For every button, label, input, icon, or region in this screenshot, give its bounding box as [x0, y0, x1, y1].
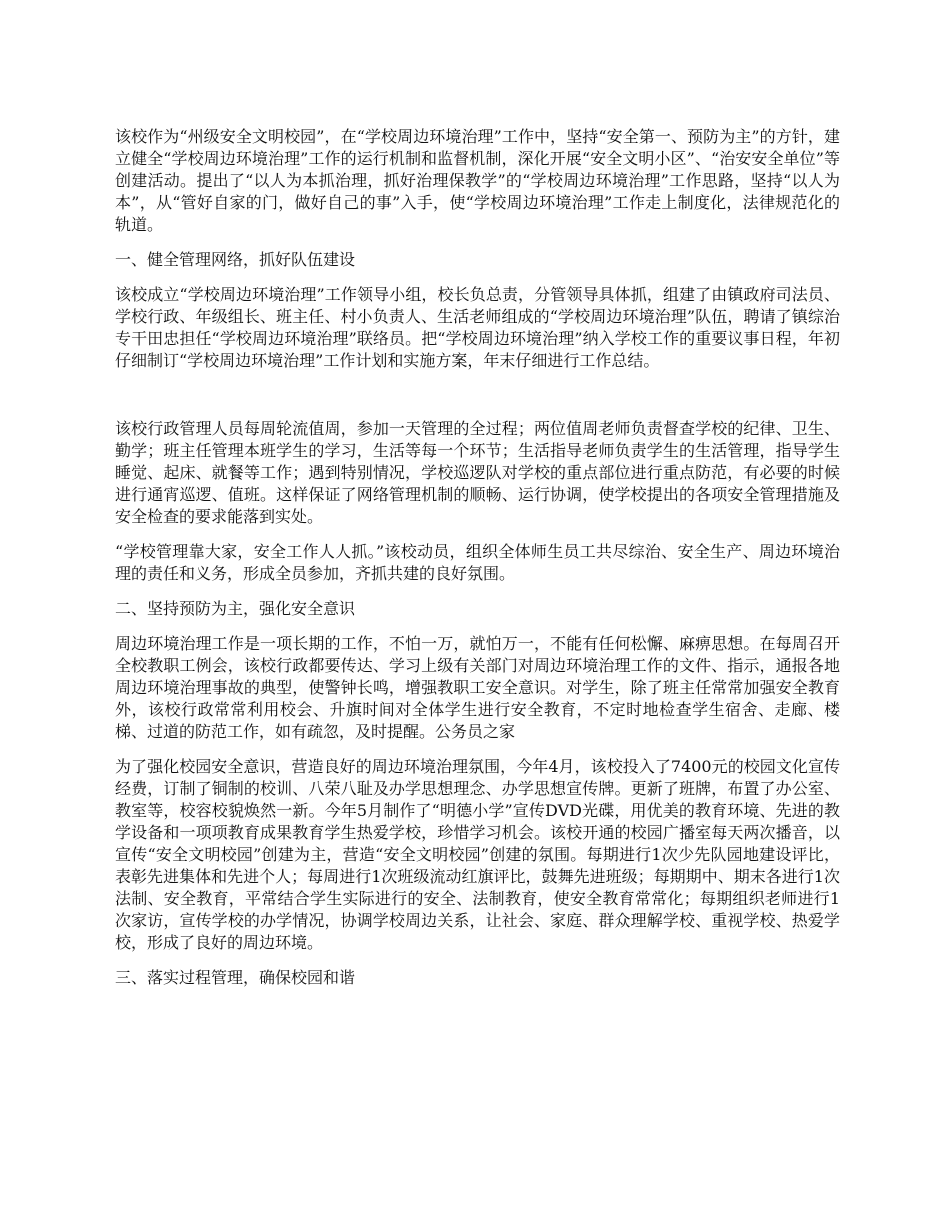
section-heading-1: 一、健全管理网络，抓好队伍建设	[115, 250, 356, 269]
blank-gap	[115, 385, 840, 418]
section-heading-2: 二、坚持预防为主，强化安全意识	[115, 599, 356, 618]
section-heading-3: 三、落实过程管理，确保校园和谐	[115, 968, 356, 987]
document-body	[115, 126, 840, 1002]
paragraph-team-building: 该校成立“学校周边环境治理”工作领导小组，校长负总责，分管领导具体抓，组建了由镇政府司法员、学校行政、年级组长、班主任、村小负责人、生活老师组成的“学校周边环境治理”队伍，聘请了镇综治专干田忠担任“学校周边环境治理”联络员。把“学校周边环境治理”纳入学校工作的重要议事日程，年初仔细制订“学校周边环境治理”工作计划和实施方案，年末仔细进行工作总结。	[115, 285, 840, 370]
paragraph-intro: 该校作为“州级安全文明校园”，在“学校周边环境治理”工作中，坚持“安全第一、预防为主”的方针，建立健全“学校周边环境治理”工作的运行机制和监督机制，深化开展“安全文明小区”、“治安安全单位”等创建活动。提出了“以人为本抓治理，抓好治理保教学”的“学校周边环境治理”工作思路，坚持“以人为本”，从“管好自家的门，做好自己的事”入手，使“学校周边环境治理”工作走上制度化，法律规范化的轨道。	[115, 127, 840, 234]
paragraph-mobilization: “学校管理靠大家，安全工作人人抓。”该校动员，组织全体师生员工共尽综治、安全生产、周边环境治理的责任和义务，形成全员参加，齐抓共建的良好氛围。	[115, 542, 840, 583]
paragraph-duty-rotation: 该校行政管理人员每周轮流值周，参加一天管理的全过程；两位值周老师负责督查学校的纪律、卫生、勤学；班主任管理本班学生的学习，生活等每一个环节；生活指导老师负责学生的生活管理，指导学生睡觉、起床、就餐等工作；遇到特别情况，学校巡逻队对学校的重点部位进行重点防范，有必要的时候进行通宵巡逻、值班。这样保证了网络管理机制的顺畅、运行协调，使学校提出的各项安全管理措施及安全检查的要求能落到实处。	[115, 419, 840, 526]
paragraph-prevention: 周边环境治理工作是一项长期的工作，不怕一万，就怕万一，不能有任何松懈、麻痹思想。在每周召开全校教职工例会，该校行政都要传达、学习上级有关部门对周边环境治理工作的文件、指示，通报各地周边环境治理事故的典型，使警钟长鸣，增强教职工安全意识。对学生，除了班主任常常加强安全教育外，该校行政常常利用校会、升旗时间对全体学生进行安全教育，不定时地检查学生宿舍、走廊、楼梯、过道的防范工作，如有疏忽，及时提醒。公务员之家	[115, 634, 840, 741]
paragraph-campus-culture: 为了强化校园安全意识，营造良好的周边环境治理氛围，今年4月，该校投入了7400元的校园文化宣传经费，订制了铜制的校训、八荣八耻及办学思想理念、办学思想宣传牌。更新了班牌，布置了办公室、教室等，校容校貌焕然一新。今年5月制作了“明德小学”宣传DVD光碟，用优美的教育环境、先进的教学设备和一项项教育成果教育学生热爱学校，珍惜学习机会。该校开通的校园广播室每天两次播音，以宣传“安全文明校园”创建为主，营造“安全文明校园”创建的氛围。每期进行1次少先队园地建设评比，表彰先进集体和先进个人；每周进行1次班级流动红旗评比，鼓舞先进班级；每期期中、期末各进行1次法制、安全教育，平常结合学生实际进行的安全、法制教育，使安全教育常常化；每期组织老师进行1次家访，宣传学校的办学情况，协调学校周边关系，让社会、家庭、群众理解学校、重视学校、热爱学校，形成了良好的周边环境。	[115, 757, 840, 952]
